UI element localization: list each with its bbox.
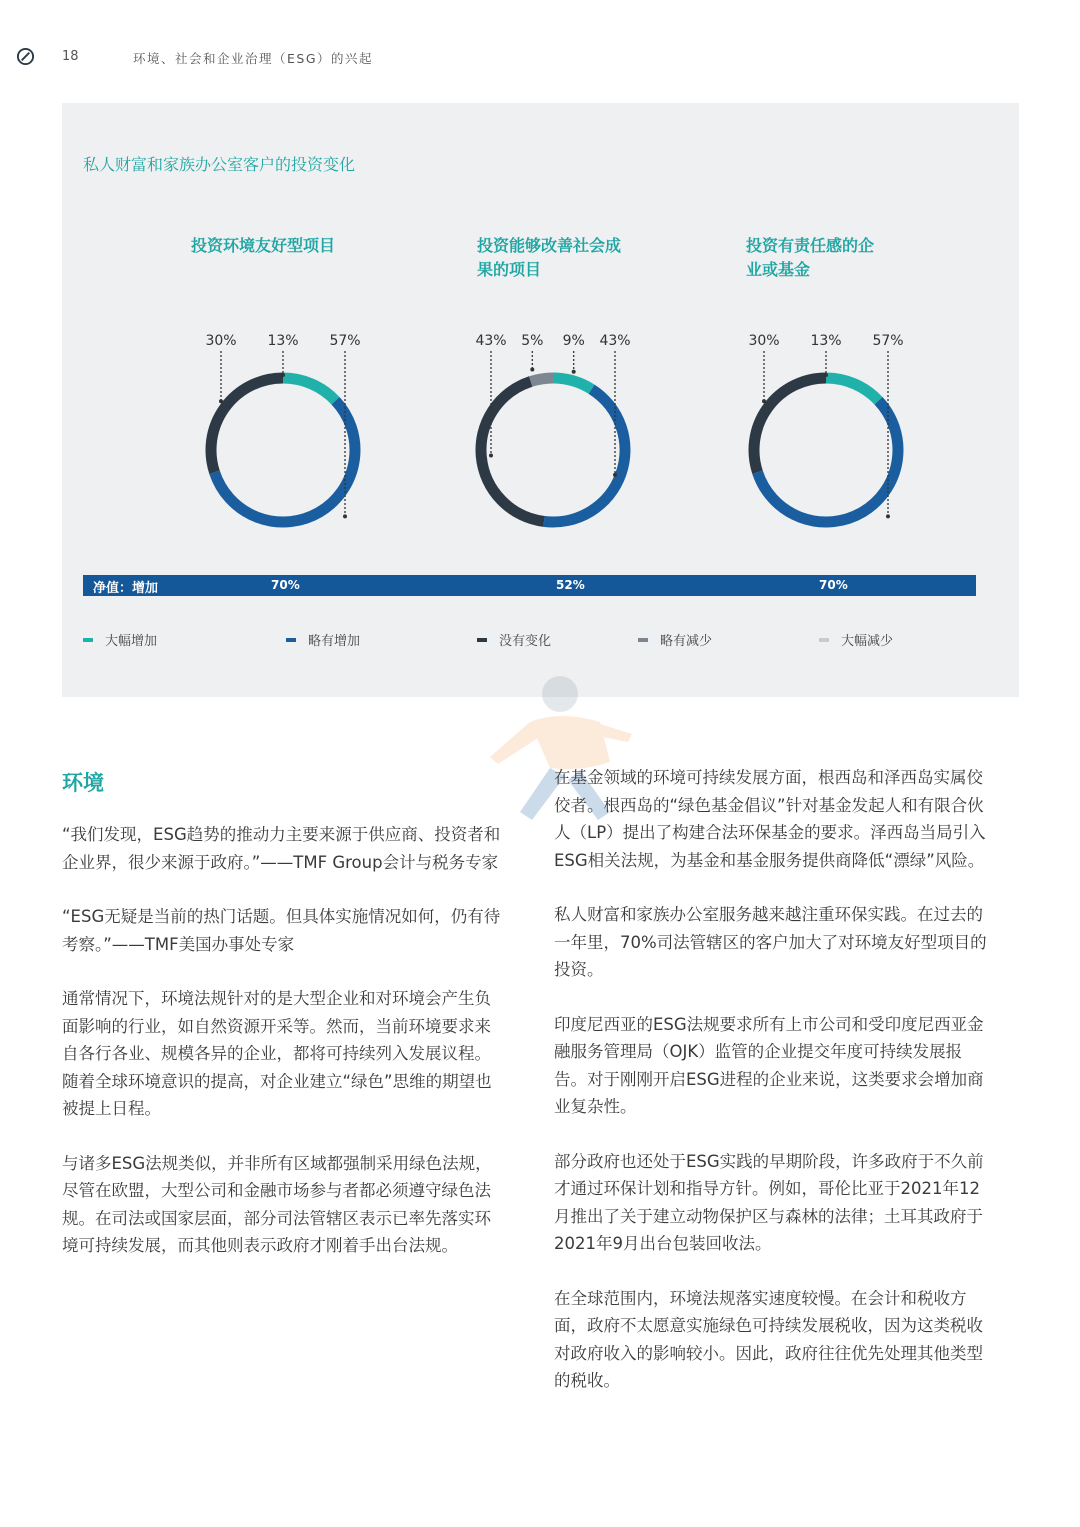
paragraph: 私人财富和家族办公室服务越来越注重环保实践。在过去的一年里，70%司法管辖区的客户加大了对环境友好型项目的投资。 [554, 905, 987, 979]
legend-swatch [286, 638, 296, 642]
left-column [62, 821, 502, 1287]
donut-2-label-2: 43% [599, 333, 631, 349]
donut-2-segment-2 [544, 389, 625, 522]
donut-3-segment-3 [754, 378, 826, 472]
legend-item [638, 630, 712, 649]
donut-3-label-2: 57% [872, 333, 904, 349]
donut-title-1-line-1: 投资环境友好型项目 [191, 236, 336, 255]
legend-swatch [638, 638, 648, 642]
donut-3-leader-dot-3 [762, 399, 766, 403]
legend-swatch [477, 638, 487, 642]
donut-3-label-1: 13% [810, 333, 842, 349]
donut-2-segment-4 [531, 378, 553, 382]
legend-label: 没有变化 [499, 634, 552, 649]
legend-item [819, 630, 893, 649]
donut-2-leader-dot-2 [613, 473, 617, 477]
page-number: 18 [62, 49, 79, 64]
paragraph: “ESG无疑是当前的热门话题。但具体实施情况如何，仍有待考察。”——TMF美国办事处专家 [62, 907, 501, 954]
donut-1-segment-3 [211, 378, 283, 472]
legend-item [286, 630, 360, 649]
paragraph: 通常情况下，环境法规针对的是大型企业和对环境会产生负面影响的行业，如自然资源开采等。然而，当前环境要求来自各行各业、规模各异的企业，都将可持续列入发展议程。随着全球环境意识的提高，对企业建立“绿色”思维的期望也被提上日程。 [62, 989, 492, 1118]
paragraph: “我们发现，ESG趋势的推动力主要来源于供应商、投资者和企业界，很少来源于政府。”——TMF Group会计与税务专家 [62, 825, 501, 872]
right-column [554, 764, 990, 1422]
donut-3-segment-2 [758, 401, 898, 522]
donut-title-2-line-1: 投资能够改善社会成 [477, 236, 622, 255]
legend-label: 略有增加 [308, 634, 361, 649]
donut-1-label-2: 57% [329, 333, 361, 349]
donut-1-segment-1 [283, 378, 335, 401]
donut-2-leader-dot-4 [530, 368, 534, 372]
donut-2-label-3: 43% [475, 333, 507, 349]
paragraph: 印度尼西亚的ESG法规要求所有上市公司和受印度尼西亚金融服务管理局（OJK）监管的企业提交年度可持续发展报告。对于刚刚开启ESG进程的企业来说，这类要求会增加商业复杂性。 [554, 1014, 984, 1116]
donut-title-3-line-2: 业或基金 [746, 260, 811, 279]
paragraph: 与诸多ESG法规类似，并非所有区域都强制采用绿色法规，尽管在欧盟，大型公司和金融市场参与者都必须遵守绿色法规。在司法或国家层面，部分司法管辖区表示已率先落实环境可持续发展，而其他则表示政府才刚着手出台法规。 [62, 1153, 492, 1255]
legend-label: 略有减少 [660, 634, 713, 649]
donut-2-leader-dot-1 [572, 370, 576, 374]
paragraph: 在全球范围内，环境法规落实速度较慢。在会计和税收方面，政府不太愿意实施绿色可持续发展税收，因为这类税收对政府收入的影响较小。因此，政府往往优先处理其他类型的税收。 [554, 1288, 983, 1390]
paragraph: 部分政府也还处于ESG实践的早期阶段，许多政府于不久前才通过环保计划和指导方针。例如，哥伦比亚于2021年12月推出了关于建立动物保护区与森林的法律；土耳其政府于2021年9月出台包装回收法。 [554, 1151, 984, 1253]
donut-2-label-4: 5% [521, 333, 544, 349]
donut-1-label-1: 13% [267, 333, 299, 349]
donut-2-label-1: 9% [562, 333, 585, 349]
legend-item [83, 630, 157, 649]
donut-1-leader-dot-1 [281, 373, 285, 377]
legend-label: 大幅增加 [105, 634, 158, 649]
legend-item [477, 630, 551, 649]
donut-title-3-line-1: 投资有责任感的企 [746, 236, 875, 255]
net-increase-value-1: 70% [271, 578, 300, 592]
net-increase-label: 净值：增加 [93, 581, 159, 596]
chart-heading: 私人财富和家族办公室客户的投资变化 [83, 155, 356, 174]
donut-1-leader-dot-3 [219, 399, 223, 403]
donut-3-leader-dot-2 [886, 514, 890, 518]
donut-2-segment-1 [553, 378, 592, 389]
donut-title-2-line-2: 果的项目 [477, 260, 542, 279]
paragraph: 在基金领域的环境可持续发展方面，根西岛和泽西岛实属佼佼者。根西岛的“绿色基金倡议”针对基金发起人和有限合伙人（LP）提出了构建合法环保基金的要求。泽西岛当局引入ESG相关法规，为基金和基金服务提供商降低“漂绿”风险。 [554, 768, 986, 870]
donut-1-segment-2 [215, 401, 355, 522]
legend-swatch [83, 638, 93, 642]
net-increase-value-3: 70% [819, 578, 848, 592]
running-header: 环境、社会和企业治理（ESG）的兴起 [133, 51, 374, 66]
donut-3-leader-dot-1 [824, 373, 828, 377]
net-increase-value-2: 52% [556, 578, 585, 592]
donut-1-leader-dot-2 [343, 514, 347, 518]
donut-3-label-3: 30% [748, 333, 780, 349]
section-title-environment: 环境 [62, 771, 104, 795]
donut-2-leader-dot-3 [489, 454, 493, 458]
donut-1-label-3: 30% [205, 333, 237, 349]
legend-label: 大幅减少 [841, 634, 894, 649]
donut-3-segment-1 [826, 378, 878, 401]
legend-swatch [819, 638, 829, 642]
